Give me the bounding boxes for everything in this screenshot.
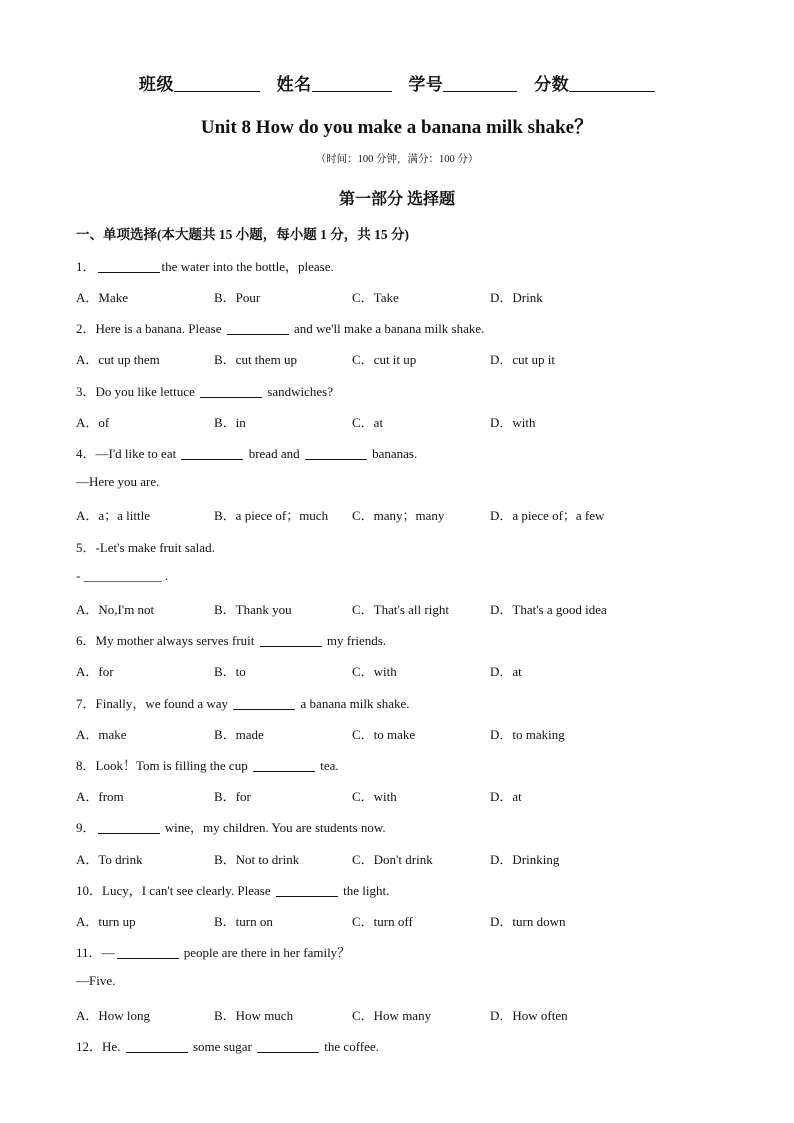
answer-blank[interactable] xyxy=(260,634,322,647)
option-b[interactable]: B．in xyxy=(214,415,246,430)
option-c[interactable]: C．How many xyxy=(352,1008,432,1023)
option-c[interactable]: C．at xyxy=(352,415,384,430)
option-b[interactable]: B．to xyxy=(214,664,246,679)
option-d[interactable]: D．at xyxy=(490,664,522,679)
question-8: 8．Look！Tom is filling the cup tea. xyxy=(76,758,339,773)
question-2: 2．Here is a banana. Please and we'll make a banana milk shake. xyxy=(76,321,485,336)
question-4-reply: —Here you are. xyxy=(76,474,160,489)
option-b[interactable]: B．turn on xyxy=(214,914,273,929)
student-info-line xyxy=(0,70,794,95)
option-b[interactable]: B．Not to drink xyxy=(214,852,300,867)
option-d[interactable]: D．That's a good idea xyxy=(490,602,607,617)
option-c[interactable]: C．cut it up xyxy=(352,352,417,367)
option-d[interactable]: D．Drinking xyxy=(490,852,560,867)
answer-blank[interactable] xyxy=(98,821,160,834)
name-blank[interactable] xyxy=(312,75,392,92)
option-c[interactable]: C．Take xyxy=(352,290,399,305)
option-b[interactable]: B．Thank you xyxy=(214,602,292,617)
option-b[interactable]: B．for xyxy=(214,789,251,804)
question-9: 9． wine，my children. You are students now. xyxy=(76,820,386,835)
answer-blank[interactable] xyxy=(181,447,243,460)
option-a[interactable]: A．make xyxy=(76,727,127,742)
option-a[interactable]: A．a；a little xyxy=(76,508,151,523)
answer-blank[interactable] xyxy=(257,1040,319,1053)
question-5: 5．-Let's make fruit salad. xyxy=(76,540,215,555)
question-11-reply: —Five. xyxy=(76,973,116,988)
student-number-field: 学号 xyxy=(408,70,517,95)
option-a[interactable]: A．No,I'm not xyxy=(76,602,155,617)
question-6: 6．My mother always serves fruit my friends. xyxy=(76,633,387,648)
name-field: 姓名 xyxy=(277,70,392,95)
question-11: 11．— people are there in her family？ xyxy=(76,945,351,960)
option-c[interactable]: C．to make xyxy=(352,727,416,742)
option-d[interactable]: D．with xyxy=(490,415,536,430)
option-c[interactable]: C．with xyxy=(352,789,397,804)
option-d[interactable]: D．Drink xyxy=(490,290,543,305)
option-b[interactable]: B．a piece of；much xyxy=(214,508,329,523)
option-b[interactable]: B．made xyxy=(214,727,264,742)
answer-blank[interactable] xyxy=(227,322,289,335)
option-a[interactable]: A．from xyxy=(76,789,124,804)
question-1: 1． the water into the bottle，please. xyxy=(76,259,334,274)
option-d[interactable]: D．a piece of；a few xyxy=(490,508,605,523)
score-blank[interactable] xyxy=(569,75,655,92)
option-c[interactable]: C．with xyxy=(352,664,397,679)
class-blank[interactable] xyxy=(174,75,260,92)
question-4: 4．—I'd like to eat bread and bananas. xyxy=(76,446,418,461)
option-d[interactable]: D．How often xyxy=(490,1008,568,1023)
question-7: 7．Finally，we found a way a banana milk shake. xyxy=(76,696,410,711)
section-heading: 一、单项选择(本大题共 15 小题，每小题 1 分，共 15 分) xyxy=(76,227,409,242)
option-a[interactable]: A．To drink xyxy=(76,852,143,867)
option-c[interactable]: C．turn off xyxy=(352,914,413,929)
option-a[interactable]: A．How long xyxy=(76,1008,151,1023)
question-12: 12．He. some sugar the coffee. xyxy=(76,1039,379,1054)
option-d[interactable]: D．turn down xyxy=(490,914,566,929)
option-d[interactable]: D．to making xyxy=(490,727,565,742)
answer-blank[interactable] xyxy=(305,447,367,460)
option-b[interactable]: B．How much xyxy=(214,1008,294,1023)
class-field: 班级 xyxy=(139,70,260,95)
option-a[interactable]: A．turn up xyxy=(76,914,136,929)
answer-blank[interactable] xyxy=(253,759,315,772)
answer-blank[interactable] xyxy=(117,946,179,959)
option-a[interactable]: A．Make xyxy=(76,290,128,305)
option-a[interactable]: A．cut up them xyxy=(76,352,160,367)
score-field: 分数 xyxy=(534,70,655,95)
option-c[interactable]: C．Don't drink xyxy=(352,852,433,867)
answer-blank[interactable] xyxy=(98,260,160,273)
student-number-blank[interactable] xyxy=(443,75,517,92)
option-c[interactable]: C．many；many xyxy=(352,508,445,523)
option-d[interactable]: D．cut up it xyxy=(490,352,555,367)
option-a[interactable]: A．for xyxy=(76,664,114,679)
exam-time-note: （时间：100 分钟，满分：100 分） xyxy=(315,154,479,165)
page-title: Unit 8 How do you make a banana milk shake？ xyxy=(200,117,594,138)
question-5-reply[interactable]: - ____________ . xyxy=(76,568,169,583)
option-b[interactable]: B．Pour xyxy=(214,290,261,305)
part-heading: 第一部分 选择题 xyxy=(338,191,455,208)
answer-blank[interactable] xyxy=(126,1040,188,1053)
answer-blank[interactable] xyxy=(200,385,262,398)
option-d[interactable]: D．at xyxy=(490,789,522,804)
option-c[interactable]: C．That's all right xyxy=(352,602,449,617)
option-a[interactable]: A．of xyxy=(76,415,110,430)
option-b[interactable]: B．cut them up xyxy=(214,352,298,367)
answer-blank[interactable] xyxy=(276,884,338,897)
answer-blank[interactable] xyxy=(233,697,295,710)
question-3: 3．Do you like lettuce sandwiches? xyxy=(76,384,333,399)
question-10: 10．Lucy，I can't see clearly. Please the light. xyxy=(76,883,390,898)
